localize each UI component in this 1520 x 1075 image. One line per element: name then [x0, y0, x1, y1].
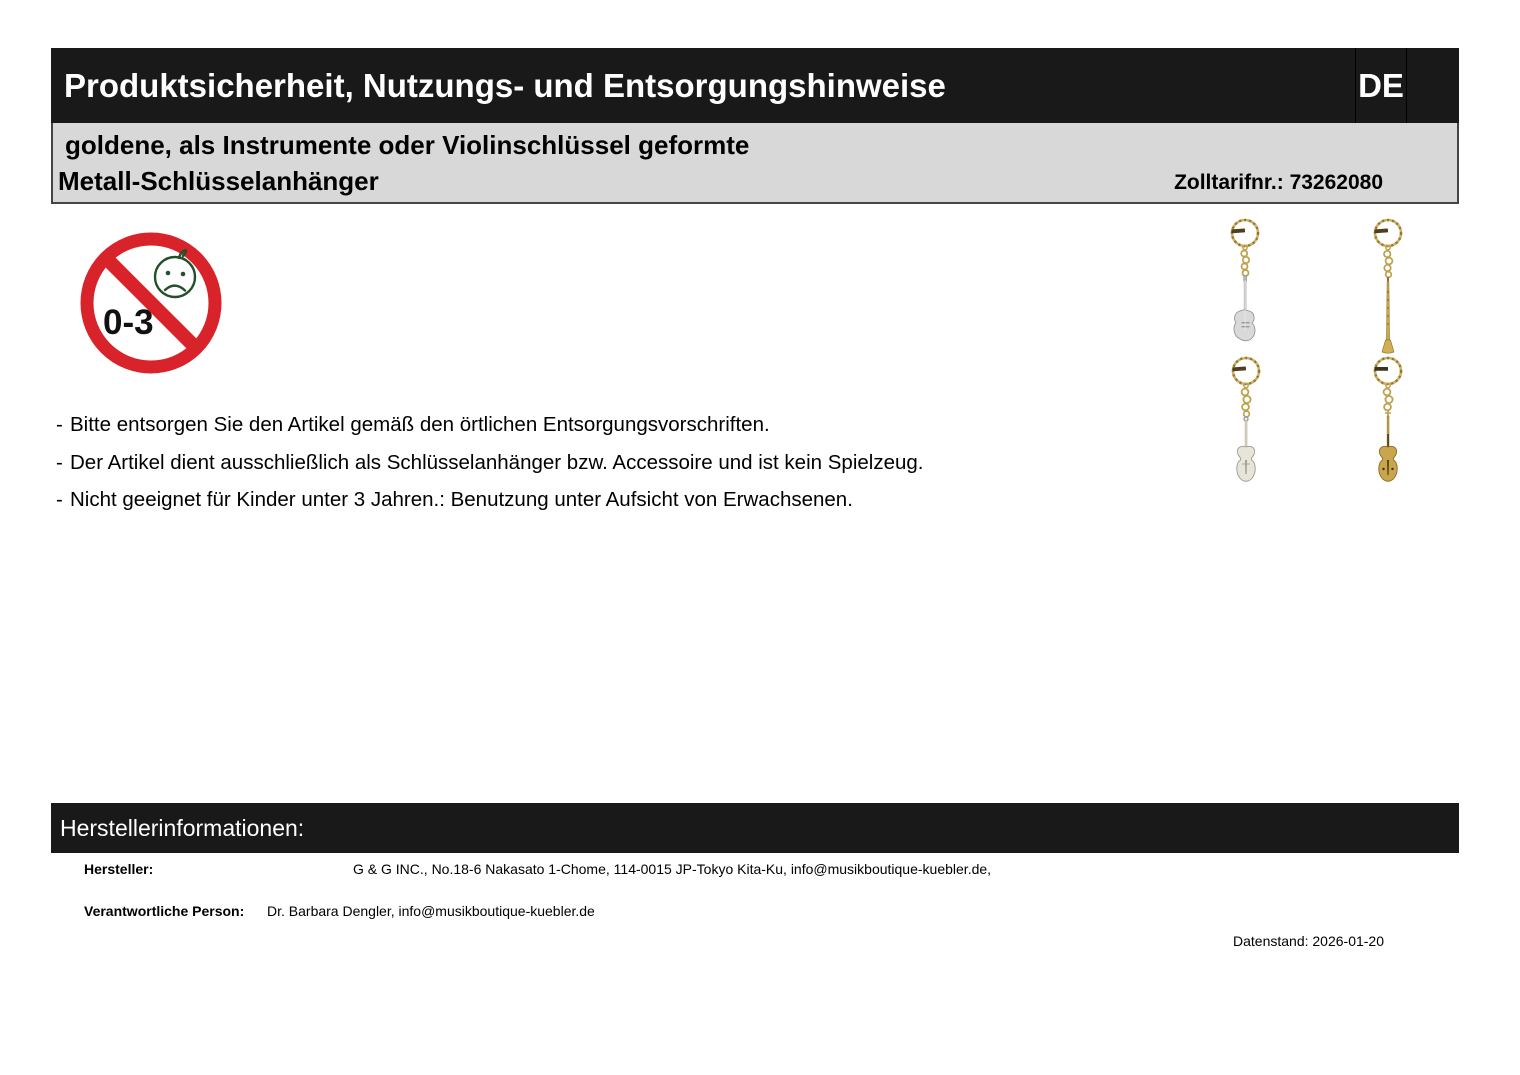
note-text: Der Artikel dient ausschließlich als Schlüsselanhänger bzw. Accessoire und ist kein Spielzeug. [70, 450, 924, 474]
bullet-dash: - [56, 450, 63, 474]
page-title: Produktsicherheit, Nutzungs- und Entsorgungshinweise [64, 67, 946, 104]
product-subtitle-band [51, 123, 1459, 204]
bullet-dash: - [56, 413, 63, 436]
responsible-person-label: Verantwortliche Person: [84, 903, 245, 919]
keychain-violin-silver-image [1222, 356, 1270, 498]
responsible-person-value: Dr. Barbara Dengler, info@musikboutique-kuebler.de [267, 903, 595, 919]
product-description-line2: Metall-Schlüsselanhänger [58, 166, 379, 196]
safety-notes-list [56, 414, 923, 527]
manufacturer-label: Hersteller: [84, 861, 154, 877]
manufacturer-section-heading: Herstellerinformationen: [60, 815, 305, 841]
language-badge: DE [1355, 48, 1407, 123]
note-text: Bitte entsorgen Sie den Artikel gemäß den örtlichen Entsorgungsvorschriften. [70, 413, 770, 436]
no-children-under-3-icon [78, 230, 224, 376]
table-row [84, 861, 991, 877]
data-date-stamp: Datenstand: 2026-01-20 [1233, 933, 1384, 949]
bullet-dash: - [56, 488, 63, 511]
note-text: Nicht geeignet für Kinder unter 3 Jahren.: Benutzung unter Aufsicht von Erwachsenen. [70, 488, 853, 511]
list-item [56, 489, 923, 510]
manufacturer-section-bar [51, 803, 1459, 853]
keychain-violin-gold-image [1364, 356, 1412, 498]
keychain-electric-guitar-image [1221, 218, 1269, 360]
document-header-bar [51, 48, 1459, 123]
product-description-line1: goldene, als Instrumente oder Violinschlüssel geformte [65, 130, 750, 160]
list-item [56, 414, 923, 435]
age-warning-svg [78, 230, 224, 376]
manufacturer-value: G & G INC., No.18-6 Nakasato 1-Chome, 114-0015 JP-Tokyo Kita-Ku, info@musikboutique-kuebler.de, [353, 861, 992, 877]
table-row [84, 903, 595, 919]
list-item [56, 452, 923, 473]
customs-tariff-number: Zolltarifnr.: 73262080 [1174, 171, 1383, 194]
keychain-clarinet-image [1364, 218, 1412, 360]
age-range-label: 0-3 [103, 303, 154, 342]
